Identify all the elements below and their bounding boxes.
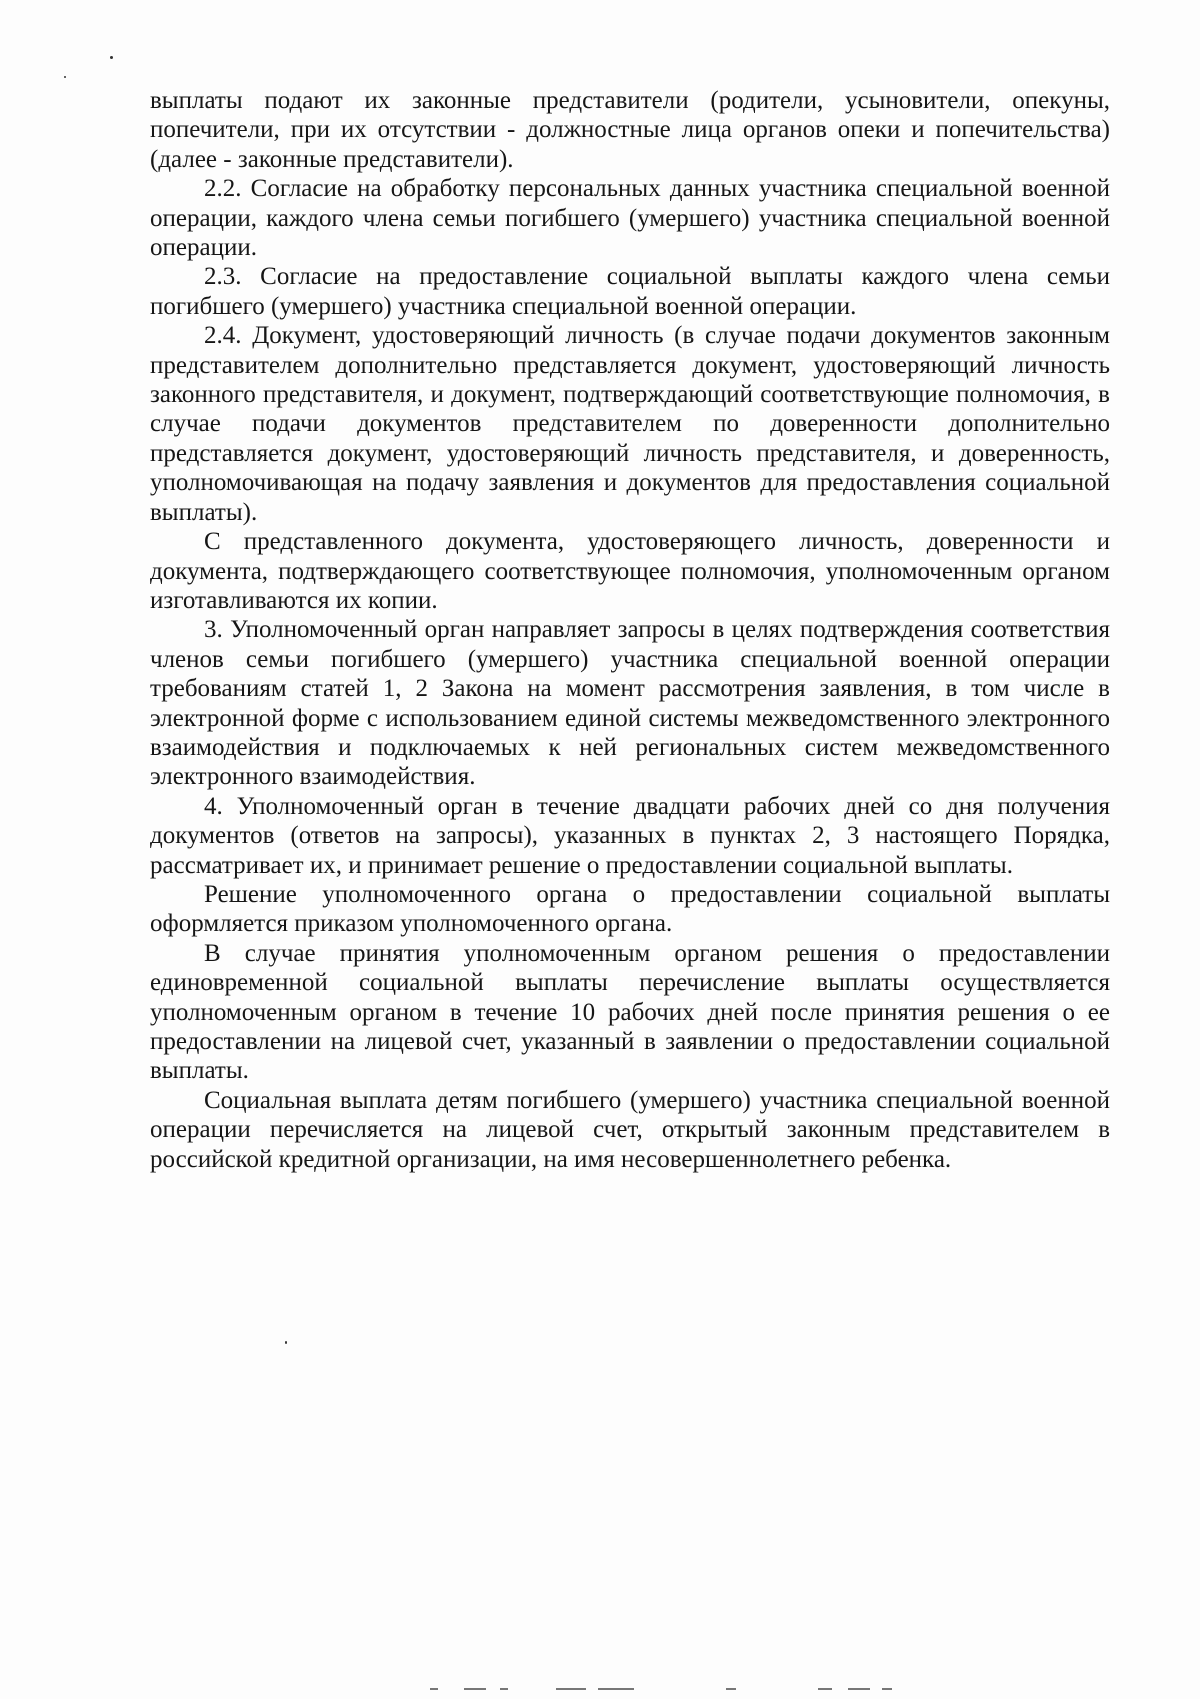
paragraph: Социальная выплата детям погибшего (умершего) участника специальной военной операции перечисляется на лицевой счет, открытый законным представителем в российской кредитной организации, на имя несовершеннолетнего ребенка.: [150, 1086, 1110, 1173]
paragraph: В случае принятия уполномоченным органом решения о предоставлении единовременной социальной выплаты перечисление выплаты осуществляется уполномоченным органом в течение 10 рабочих дней после принятия решения о ее предоставлении на лицевой счет, указанный в заявлении о предоставлении социальной выплаты.: [150, 939, 1110, 1085]
scan-mark: [556, 1688, 586, 1690]
paragraph: С представленного документа, удостоверяющего личность, доверенности и документа, подтверждающего соответствующее полномочия, уполномоченным органом изготавливаются их копии.: [150, 528, 1110, 614]
scan-speck: [110, 56, 113, 59]
scan-mark: [464, 1688, 486, 1690]
scan-speck: [64, 76, 66, 78]
paragraph: Решение уполномоченного органа о предоставлении социальной выплаты оформляется приказом уполномоченного органа.: [150, 880, 1110, 938]
scan-mark: [818, 1688, 832, 1690]
document-body: [150, 86, 1110, 1174]
paragraph: 3. Уполномоченный орган направляет запросы в целях подтверждения соответствия членов семьи погибшего (умершего) участника специальной военной операции требованиям статей 1, 2 Закона на момент рассмотрения заявления, в том числе в электронной форме с использованием единой системы межведомственного электронного взаимодействия и подключаемых к ней региональных систем межведомственного электронного взаимодействия.: [150, 616, 1110, 791]
scan-speck: [285, 1341, 287, 1344]
scan-mark: [500, 1688, 508, 1690]
paragraph: 2.4. Документ, удостоверяющий личность (в случае подачи документов законным представителем дополнительно представляется документ, удостоверяющий личность законного представителя, и документ, подтверждающий соответствующие полномочия, в случае подачи документов представителем по доверенности дополнительно представляется документ, удостоверяющий личность представителя, и доверенность, уполномочивающая на подачу заявления и документов для предоставления социальной выплаты).: [150, 322, 1110, 526]
scan-mark: [430, 1688, 438, 1690]
scan-mark: [848, 1688, 870, 1690]
paragraph: 2.2. Согласие на обработку персональных данных участника специальной военной операции, каждого члена семьи погибшего (умершего) участника специальной военной операции.: [150, 175, 1110, 262]
scan-mark: [882, 1688, 892, 1690]
scan-mark: [726, 1688, 736, 1690]
paragraph: 4. Уполномоченный орган в течение двадцати рабочих дней со дня получения документов (ответов на запросы), указанных в пунктах 2, 3 настоящего Порядка, рассматривает их, и принимает решение о предоставлении социальной выплаты.: [150, 792, 1110, 879]
paragraph: 2.3. Согласие на предоставление социальной выплаты каждого члена семьи погибшего (умершего) участника специальной военной операции.: [150, 263, 1110, 320]
scan-edge-artifacts: [430, 1688, 910, 1692]
scan-mark: [598, 1688, 634, 1690]
paragraph: выплаты подают их законные представители (родители, усыновители, опекуны, попечители, при их отсутствии - должностные лица органов опеки и попечительства) (далее - законные представители).: [150, 87, 1110, 173]
